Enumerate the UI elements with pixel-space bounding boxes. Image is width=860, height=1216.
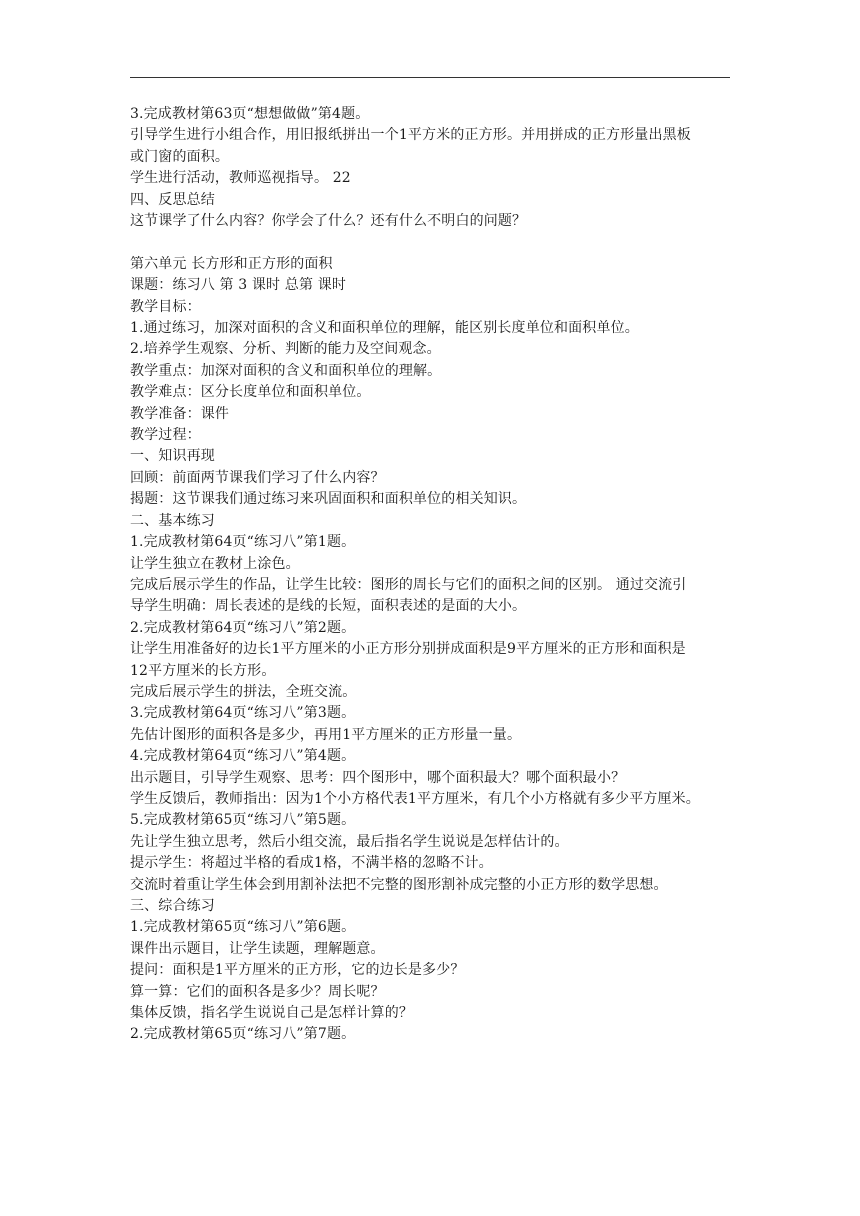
text-line: 4.完成教材第64页“练习八”第4题。 xyxy=(130,748,356,765)
paragraph-gap xyxy=(130,232,730,253)
text-line: 或门窗的面积。 xyxy=(130,148,230,165)
text-line: 5.完成教材第65页“练习八”第5题。 xyxy=(130,812,356,829)
text-line: 导学生明确：周长表述的是线的长短，面积表述的是面的大小。 xyxy=(130,598,527,615)
text-line: 2.完成教材第65页“练习八”第7题。 xyxy=(130,1026,356,1043)
text-line: 教学过程： xyxy=(130,427,201,444)
header-rule xyxy=(130,77,730,78)
text-line: 让学生用准备好的边长1平方厘米的小正方形分别拼成面积是9平方厘米的正方形和面积是 xyxy=(130,641,686,658)
text-line: 课件出示题目，让学生读题，理解题意。 xyxy=(130,940,385,957)
text-line: 算一算：它们的面积各是多少？周长呢？ xyxy=(130,983,385,1000)
text-line: 教学准备：课件 xyxy=(130,405,230,422)
text-line: 教学难点：区分长度单位和面积单位。 xyxy=(130,384,371,401)
section-heading: 三、综合练习 xyxy=(130,898,215,915)
document-body xyxy=(130,104,730,1046)
text-line: 揭题：这节课我们通过练习来巩固面积和面积单位的相关知识。 xyxy=(130,491,527,508)
text-line: 学生反馈后，教师指出：因为1个小方格代表1平方厘米，有几个小方格就有多少平方厘米。 xyxy=(130,790,700,807)
text-line: 2.培养学生观察、分析、判断的能力及空间观念。 xyxy=(130,341,441,358)
text-line: 集体反馈，指名学生说说自己是怎样计算的？ xyxy=(130,1005,413,1022)
text-line: 出示题目，引导学生观察、思考：四个图形中，哪个面积最大？哪个面积最小？ xyxy=(130,769,626,786)
text-line: 3.完成教材第63页“想想做做”第4题。 xyxy=(130,106,370,122)
text-line: 完成后展示学生的拼法，全班交流。 xyxy=(130,683,357,700)
text-line: 交流时着重让学生体会到用割补法把不完整的图形割补成完整的小正方形的数学思想。 xyxy=(130,876,668,893)
section-heading: 四、反思总结 xyxy=(130,191,215,208)
lesson-continuation-section xyxy=(130,104,730,232)
section-heading: 一、知识再现 xyxy=(130,448,215,465)
text-line: 提示学生：将超过半格的看成1格，不满半格的忽略不计。 xyxy=(130,855,493,872)
text-line: 回顾：前面两节课我们学习了什么内容？ xyxy=(130,469,385,486)
text-line: 2.完成教材第64页“练习八”第2题。 xyxy=(130,619,356,636)
text-line: 1.完成教材第64页“练习八”第1题。 xyxy=(130,534,356,551)
text-line: 教学重点：加深对面积的含义和面积单位的理解。 xyxy=(130,362,442,379)
section-heading: 二、基本练习 xyxy=(130,512,215,529)
text-line: 先让学生独立思考，然后小组交流，最后指名学生说说是怎样估计的。 xyxy=(130,833,569,850)
text-line: 引导学生进行小组合作，用旧报纸拼出一个1平方米的正方形。并用拼成的正方形量出黑板 xyxy=(130,127,691,144)
text-line: 提问：面积是1平方厘米的正方形，它的边长是多少？ xyxy=(130,962,465,979)
text-line: 教学目标： xyxy=(130,298,201,315)
text-line: 3.完成教材第64页“练习八”第3题。 xyxy=(130,705,356,722)
text-line: 1.完成教材第65页“练习八”第6题。 xyxy=(130,919,356,936)
text-line: 先估计图形的面积各是多少，再用1平方厘米的正方形量一量。 xyxy=(130,726,522,743)
text-line: 1.通过练习，加深对面积的含义和面积单位的理解，能区别长度单位和面积单位。 xyxy=(130,320,639,337)
text-line: 让学生独立在教材上涂色。 xyxy=(130,555,300,572)
unit-title: 第六单元 长方形和正方形的面积 xyxy=(130,255,333,272)
text-line: 12平方厘米的长方形。 xyxy=(130,662,276,679)
lesson-topic: 课题：练习八 第 3 课时 总第 课时 xyxy=(130,277,347,294)
text-line: 这节课学了什么内容？你学会了什么？还有什么不明白的问题？ xyxy=(130,213,527,230)
lesson-plan-section xyxy=(130,254,730,1046)
text-line: 完成后展示学生的作品，让学生比较：图形的周长与它们的面积之间的区别。 通过交流引 xyxy=(130,576,687,593)
text-line: 学生进行活动，教师巡视指导。 22 xyxy=(130,170,351,187)
